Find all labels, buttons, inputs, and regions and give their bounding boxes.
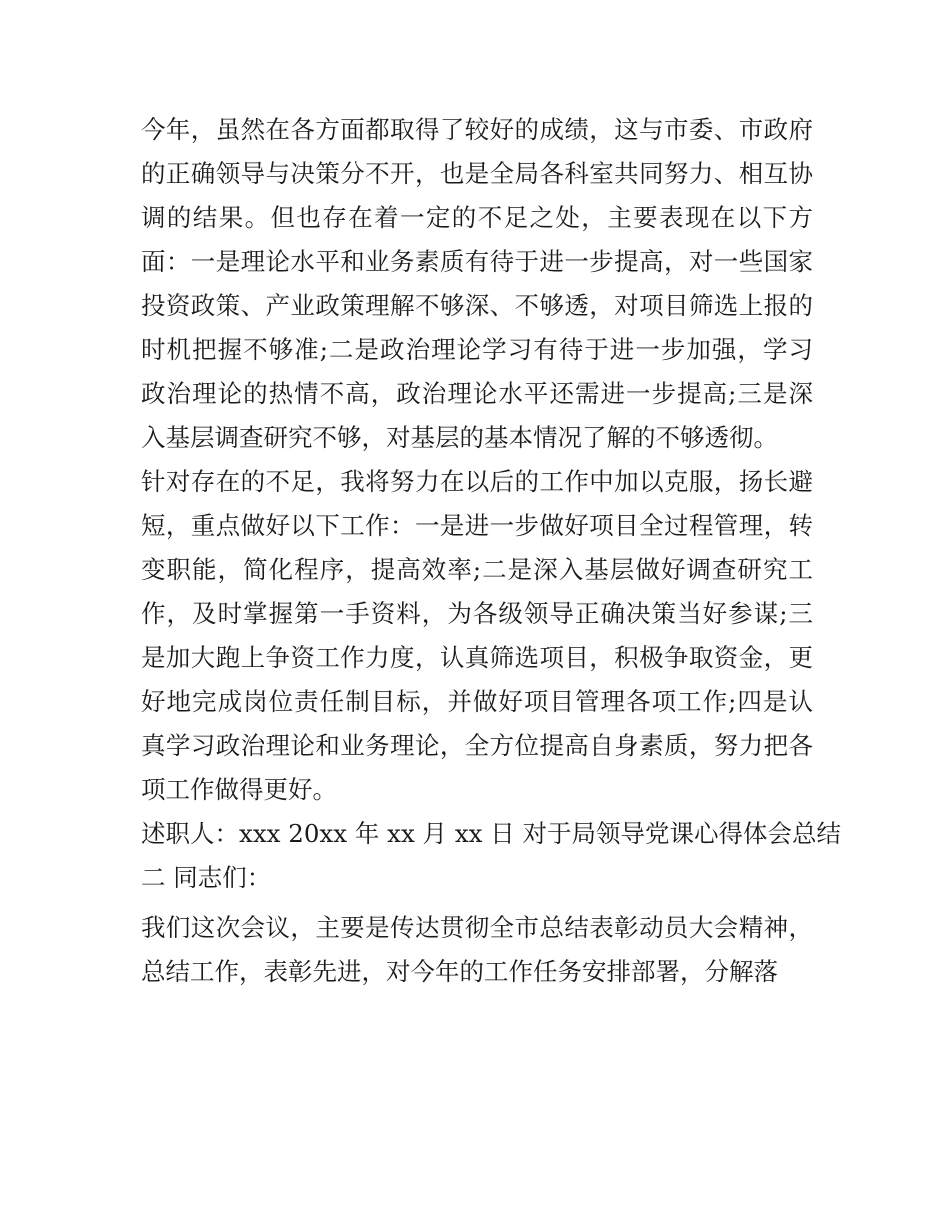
text-line-5: 投资政策、产业政策理解不够深、不够透，对项目筛选上报的 [141, 291, 813, 320]
text-line-13: 是加大跑上争资工作力度，认真筛选项目，积极争取资金，更 [141, 643, 813, 672]
text-line-16: 项工作做得更好。 [141, 775, 337, 804]
text-line-20: 总结工作，表彰先进，对今年的工作任务安排部署，分解落 [141, 957, 778, 986]
text-line-10: 短，重点做好以下工作：一是进一步做好项目全过程管理，转 [141, 511, 813, 540]
text-line-18: 二 同志们： [141, 863, 272, 892]
text-line-4: 面：一是理论水平和业务素质有待于进一步提高，对一些国家 [141, 247, 813, 276]
text-line-19: 我们这次会议，主要是传达贯彻全市总结表彰动员大会精神， [141, 913, 813, 942]
text-line-2: 的正确领导与决策分不开，也是全局各科室共同努力、相互协 [141, 159, 813, 188]
text-line-17: 述职人：xxx 20xx 年 xx 月 xx 日 对于局领导党课心得体会总结 [141, 819, 842, 848]
text-line-1: 今年，虽然在各方面都取得了较好的成绩，这与市委、市政府 [141, 115, 813, 144]
text-line-11: 变职能，简化程序，提高效率;二是深入基层做好调查研究工 [141, 555, 813, 584]
text-line-9: 针对存在的不足，我将努力在以后的工作中加以克服，扬长避 [141, 467, 813, 496]
text-line-8: 入基层调查研究不够，对基层的基本情况了解的不够透彻。 [141, 423, 778, 452]
text-line-12: 作，及时掌握第一手资料，为各级领导正确决策当好参谋;三 [141, 599, 813, 628]
document-body [141, 108, 842, 994]
text-line-3: 调的结果。但也存在着一定的不足之处，主要表现在以下方 [141, 203, 813, 232]
text-line-7: 政治理论的热情不高，政治理论水平还需进一步提高;三是深 [141, 379, 813, 408]
text-line-14: 好地完成岗位责任制目标，并做好项目管理各项工作;四是认 [141, 687, 813, 716]
text-line-15: 真学习政治理论和业务理论，全方位提高自身素质，努力把各 [141, 731, 813, 760]
text-line-6: 时机把握不够准;二是政治理论学习有待于进一步加强，学习 [141, 335, 813, 364]
